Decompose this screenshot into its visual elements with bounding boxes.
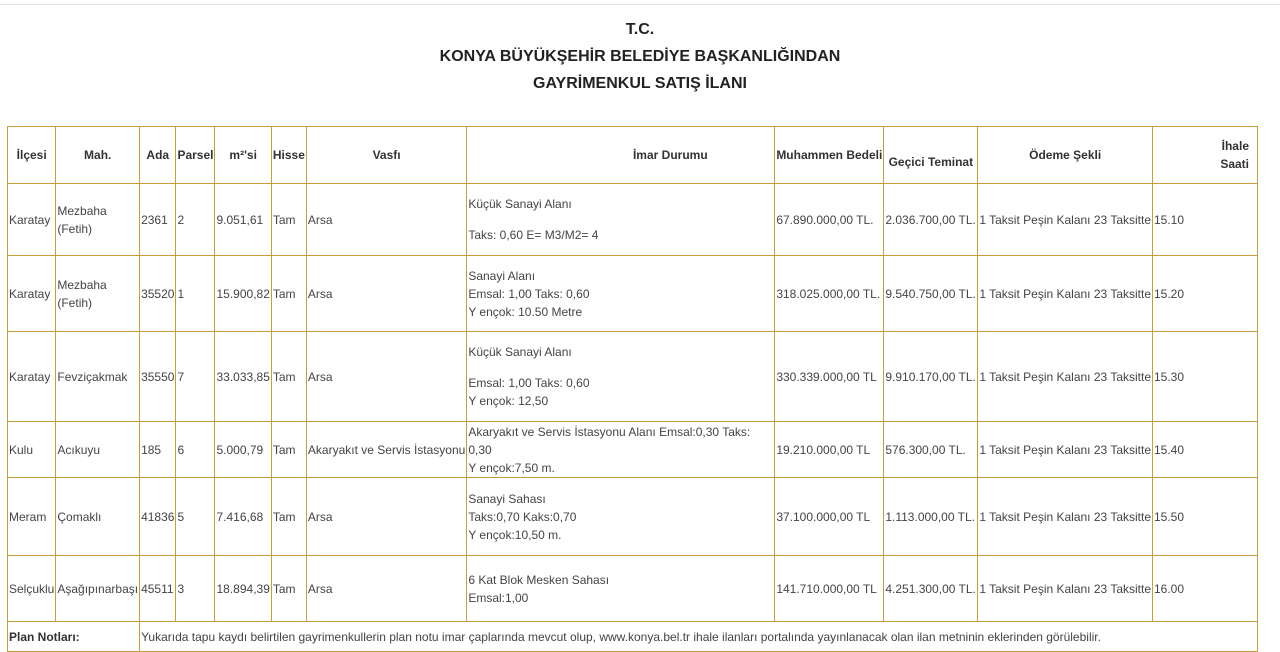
cell-imar-line: Emsal: 1,00 Taks: 0,60 (468, 376, 590, 390)
cell-mah (56, 332, 140, 422)
cell-odeme: 1 Taksit Peşin Kalanı 23 Taksitte (978, 556, 1153, 622)
cell-hisse: Tam (271, 184, 306, 256)
cell-teminat: 1.113.000,00 TL. (884, 478, 978, 556)
header-institution: KONYA BÜYÜKŞEHİR BELEDİYE BAŞKANLIĞINDAN (439, 48, 841, 65)
cell-imar-line: Emsal:1,00 (468, 590, 529, 605)
plan-notes-row (8, 622, 1258, 652)
cell-imar-line: Taks: 0,60 E= M3/M2= 4 (468, 228, 599, 242)
table-row (8, 184, 1258, 256)
cell-ada: 2361 (140, 184, 176, 256)
col-teminat: Geçici Teminat (884, 127, 978, 184)
cell-saat: 15.30 (1153, 332, 1258, 422)
cell-mah (56, 478, 140, 556)
cell-m2: 18.894,39 (215, 556, 271, 622)
col-ihale (1153, 127, 1258, 184)
cell-imar (467, 184, 775, 256)
cell-parsel: 1 (176, 256, 215, 332)
cell-mah-line: Aşağıpınarbaşı (57, 581, 139, 596)
cell-teminat: 9.540.750,00 TL. (884, 256, 978, 332)
cell-imar-line: Y ençok:10,50 m. (468, 527, 562, 542)
cell-imar-line: Sanayi Sahası (468, 491, 546, 506)
cell-m2: 33.033,85 (215, 332, 271, 422)
table-row (8, 556, 1258, 622)
cell-imar-line: Y ençok: 12,50 (468, 394, 549, 408)
cell-imar-line: Taks:0,70 Kaks:0,70 (468, 509, 577, 524)
cell-imar (467, 422, 775, 478)
col-imar: İmar Durumu (467, 127, 775, 184)
table-row (8, 478, 1258, 556)
cell-bedel: 67.890.000,00 TL. (775, 184, 884, 256)
cell-imar (467, 556, 775, 622)
cell-ilce: Karatay (8, 332, 56, 422)
cell-ilce: Kulu (8, 422, 56, 478)
cell-saat: 15.20 (1153, 256, 1258, 332)
cell-imar (467, 478, 775, 556)
cell-hisse: Tam (271, 422, 306, 478)
cell-m2: 9.051,61 (215, 184, 271, 256)
cell-ilce: Karatay (8, 256, 56, 332)
cell-hisse: Tam (271, 332, 306, 422)
cell-imar-line (468, 361, 773, 374)
cell-mah (56, 256, 140, 332)
cell-saat: 15.10 (1153, 184, 1258, 256)
cell-m2: 7.416,68 (215, 478, 271, 556)
cell-parsel: 6 (176, 422, 215, 478)
col-ihale-line1: İhale (1221, 139, 1249, 153)
col-vasfi: Vasfı (306, 127, 466, 184)
cell-vasfi: Arsa (306, 256, 466, 332)
cell-hisse: Tam (271, 478, 306, 556)
cell-odeme: 1 Taksit Peşin Kalanı 23 Taksitte (978, 256, 1153, 332)
cell-hisse: Tam (271, 256, 306, 332)
table-header-row (8, 127, 1258, 184)
cell-bedel: 19.210.000,00 TL (775, 422, 884, 478)
cell-bedel: 318.025.000,00 TL. (775, 256, 884, 332)
col-ilce: İlçesi (8, 127, 56, 184)
cell-parsel: 2 (176, 184, 215, 256)
cell-parsel: 5 (176, 478, 215, 556)
sale-listing-table (7, 126, 1258, 652)
cell-saat: 15.50 (1153, 478, 1258, 556)
cell-imar-line: Emsal: 1,00 Taks: 0,60 (468, 286, 590, 301)
col-hisse: Hisse (271, 127, 306, 184)
cell-ada: 45511 (140, 556, 176, 622)
cell-mah-line: Çomaklı (57, 509, 102, 524)
cell-imar-line: Sanayi Alanı (468, 268, 536, 283)
cell-mah-line: Acıkuyu (57, 442, 101, 457)
cell-m2: 5.000,79 (215, 422, 271, 478)
col-mah: Mah. (56, 127, 140, 184)
cell-odeme: 1 Taksit Peşin Kalanı 23 Taksitte (978, 478, 1153, 556)
cell-mah (56, 422, 140, 478)
cell-mah-line: Fevziçakmak (57, 369, 128, 384)
cell-mah-line: Mezbaha (57, 203, 107, 218)
cell-mah-line: Mezbaha (57, 277, 107, 292)
col-ada: Ada (140, 127, 176, 184)
cell-teminat: 2.036.700,00 TL. (884, 184, 978, 256)
cell-imar-line: Y ençok: 10.50 Metre (468, 304, 583, 319)
cell-imar-line: Küçük Sanayi Alanı (468, 345, 572, 359)
col-bedel: Muhammen Bedeli (775, 127, 884, 184)
cell-imar (467, 256, 775, 332)
top-divider (0, 0, 1280, 5)
cell-imar-line: 6 Kat Blok Mesken Sahası (468, 572, 610, 587)
cell-vasfi: Arsa (306, 184, 466, 256)
cell-ada: 35550 (140, 332, 176, 422)
cell-teminat: 9.910.170,00 TL. (884, 332, 978, 422)
cell-imar-line: Y ençok:7,50 m. (468, 460, 555, 475)
cell-vasfi: Arsa (306, 478, 466, 556)
header-tc: T.C. (625, 21, 655, 38)
cell-ilce: Meram (8, 478, 56, 556)
cell-ilce: Karatay (8, 184, 56, 256)
cell-imar-line: Küçük Sanayi Alanı (468, 197, 572, 211)
cell-mah (56, 184, 140, 256)
col-ihale-line2: Saati (1220, 157, 1249, 171)
cell-m2: 15.900,82 (215, 256, 271, 332)
table-row (8, 332, 1258, 422)
cell-mah-line: (Fetih) (57, 221, 93, 236)
cell-bedel: 37.100.000,00 TL (775, 478, 884, 556)
col-odeme: Ödeme Şekli (978, 127, 1153, 184)
cell-vasfi: Akaryakıt ve Servis İstasyonu (306, 422, 466, 478)
cell-ilce: Selçuklu (8, 556, 56, 622)
cell-imar (467, 332, 775, 422)
cell-imar-line: Akaryakıt ve Servis İstasyonu Alanı Emsal:0,30 Taks: 0,30 (468, 424, 751, 457)
cell-bedel: 141.710.000,00 TL (775, 556, 884, 622)
cell-saat: 15.40 (1153, 422, 1258, 478)
table-row (8, 256, 1258, 332)
cell-odeme: 1 Taksit Peşin Kalanı 23 Taksitte (978, 184, 1153, 256)
cell-imar-line (468, 213, 773, 226)
cell-odeme: 1 Taksit Peşin Kalanı 23 Taksitte (978, 422, 1153, 478)
cell-odeme: 1 Taksit Peşin Kalanı 23 Taksitte (978, 332, 1153, 422)
cell-teminat: 576.300,00 TL. (884, 422, 978, 478)
cell-mah-line: (Fetih) (57, 295, 93, 310)
plan-notes-label: Plan Notları: (8, 622, 140, 652)
cell-parsel: 7 (176, 332, 215, 422)
col-m2: m²'si (215, 127, 271, 184)
cell-ada: 35520 (140, 256, 176, 332)
cell-vasfi: Arsa (306, 332, 466, 422)
cell-ada: 41836 (140, 478, 176, 556)
table-row (8, 422, 1258, 478)
cell-vasfi: Arsa (306, 556, 466, 622)
cell-hisse: Tam (271, 556, 306, 622)
cell-parsel: 3 (176, 556, 215, 622)
col-parsel: Parsel (176, 127, 215, 184)
cell-teminat: 4.251.300,00 TL. (884, 556, 978, 622)
cell-ada: 185 (140, 422, 176, 478)
header-title: GAYRİMENKUL SATIŞ İLANI (533, 75, 747, 92)
cell-saat: 16.00 (1153, 556, 1258, 622)
cell-bedel: 330.339.000,00 TL (775, 332, 884, 422)
cell-mah (56, 556, 140, 622)
plan-notes-text: Yukarıda tapu kaydı belirtilen gayrimenkullerin plan notu imar çaplarında mevcut olup, www.konya.bel.tr ihale ilanları portalında yayınlanacak olan ilan metninin eklerinden görülebilir. (140, 622, 1258, 652)
